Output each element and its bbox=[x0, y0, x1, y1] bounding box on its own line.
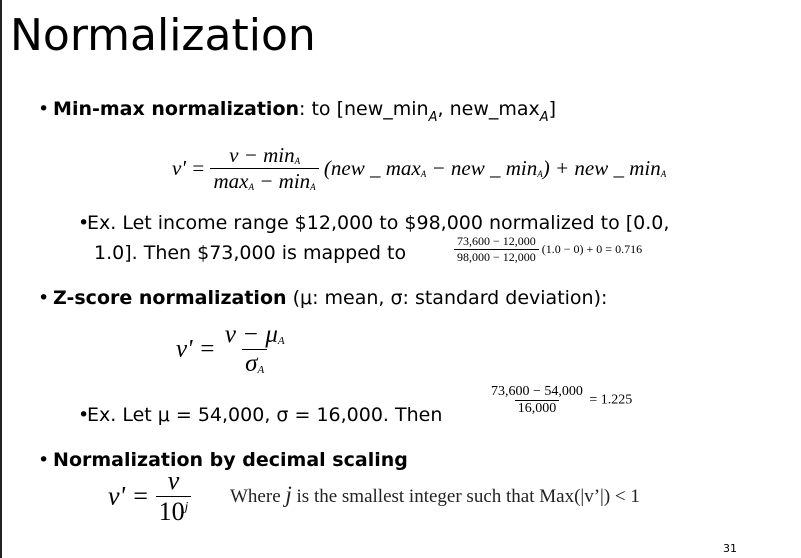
zscore-formula-numerator bbox=[222, 321, 288, 349]
minmax-formula-fraction bbox=[210, 143, 318, 194]
minmax-sub-a1: A bbox=[428, 110, 438, 125]
minmax-sub-a2: A bbox=[539, 110, 549, 125]
decimal-formula bbox=[108, 466, 191, 527]
minmax-example-formula bbox=[454, 234, 642, 265]
bullet-dot: • bbox=[38, 287, 50, 309]
formula-sub-a: A bbox=[310, 182, 316, 192]
formula-v: v bbox=[229, 143, 239, 167]
bullet-dot: • bbox=[78, 212, 90, 234]
zscore-label: Z-score normalization bbox=[53, 287, 287, 309]
formula-max: max bbox=[213, 169, 249, 193]
zscore-formula bbox=[176, 321, 288, 378]
zscore-formula-lhs: v' = bbox=[176, 335, 216, 363]
bullet-dot: • bbox=[38, 449, 50, 471]
formula-sub-a: A bbox=[537, 169, 543, 179]
decimal-where-prefix: Where bbox=[230, 486, 286, 507]
formula-minus: − bbox=[259, 169, 274, 193]
bullet-dot: • bbox=[38, 98, 50, 120]
formula-new-min: − new _ min bbox=[426, 156, 538, 180]
page-number: 31 bbox=[723, 542, 737, 555]
formula-sub-a: A bbox=[248, 182, 254, 192]
zscore-formula-fraction bbox=[222, 321, 288, 378]
formula-v: v bbox=[224, 321, 236, 348]
formula-min: min bbox=[263, 143, 295, 167]
formula-sub-a: A bbox=[660, 169, 667, 179]
minmax-example-text-1: Ex. Let income range $12,000 to $98,000 normalized to [0.0, bbox=[87, 212, 670, 234]
formula-sub-a: A bbox=[277, 335, 285, 347]
formula-plus-new-min: ) + new _ min bbox=[542, 156, 661, 180]
decimal-formula-fraction bbox=[156, 466, 192, 527]
formula-sub-a: A bbox=[420, 169, 427, 179]
formula-minus: − bbox=[235, 321, 266, 348]
decimal-formula-denominator bbox=[156, 496, 192, 527]
decimal-where-suffix: is the smallest integer such that Max(|v’|) < 1 bbox=[291, 486, 640, 507]
formula-exponent-j: j bbox=[184, 498, 189, 514]
decimal-formula-numerator: v bbox=[167, 466, 180, 495]
decimal-formula-lhs: v' = bbox=[108, 481, 150, 511]
bullet-zscore bbox=[38, 287, 607, 309]
formula-mu: μ bbox=[265, 321, 278, 348]
minmax-range-text-2: , new_max bbox=[437, 98, 540, 120]
minmax-example-denominator: 98,000 − 12,000 bbox=[454, 249, 539, 265]
minmax-example-numerator: 73,600 − 12,000 bbox=[457, 234, 536, 248]
minmax-example-line1 bbox=[78, 208, 778, 238]
zscore-example-result: = 1.225 bbox=[589, 392, 633, 408]
minmax-formula bbox=[172, 143, 666, 194]
zscore-formula-denominator bbox=[242, 349, 267, 378]
formula-new-max: (new _ max bbox=[323, 156, 421, 180]
minmax-formula-lhs: v' = bbox=[172, 156, 206, 180]
minmax-example-fraction bbox=[454, 234, 539, 265]
minmax-label: Min-max normalization bbox=[53, 98, 300, 120]
bullet-dot: • bbox=[78, 404, 90, 426]
zscore-example bbox=[78, 400, 442, 430]
slide-left-border bbox=[0, 0, 2, 558]
decimal-label: Normalization by decimal scaling bbox=[53, 449, 408, 471]
formula-min: min bbox=[278, 169, 311, 193]
zscore-example-denominator: 16,000 bbox=[515, 400, 560, 417]
decimal-where-text bbox=[230, 482, 640, 508]
minmax-range-text-3: ] bbox=[548, 98, 557, 120]
minmax-formula-numerator bbox=[226, 143, 303, 168]
minmax-example-text-2: 1.0]. Then $73,000 is mapped to bbox=[94, 242, 407, 264]
zscore-example-formula bbox=[488, 384, 632, 417]
zscore-example-fraction bbox=[488, 384, 586, 417]
minmax-formula-denominator bbox=[210, 168, 318, 194]
bullet-decimal bbox=[38, 449, 408, 471]
formula-sub-a: A bbox=[294, 156, 301, 166]
slide-title: Normalization bbox=[10, 10, 316, 61]
formula-ten: 10 bbox=[158, 497, 185, 526]
formula-sigma: σ bbox=[245, 350, 258, 377]
minmax-formula-rest bbox=[324, 156, 666, 180]
formula-sub-a: A bbox=[257, 364, 265, 376]
minmax-example-result: (1.0 − 0) + 0 = 0.716 bbox=[541, 242, 643, 256]
minmax-example bbox=[78, 208, 778, 268]
zscore-example-text: Ex. Let μ = 54,000, σ = 16,000. Then bbox=[87, 404, 443, 426]
decimal-where-j: j bbox=[285, 482, 292, 507]
zscore-example-numerator: 73,600 − 54,000 bbox=[491, 384, 583, 399]
minmax-example-line2 bbox=[78, 238, 778, 268]
formula-minus: − bbox=[243, 143, 258, 167]
bullet-minmax bbox=[38, 98, 556, 129]
zscore-description: (μ: mean, σ: standard deviation): bbox=[286, 287, 608, 309]
minmax-range-text-1: : to [new_min bbox=[299, 98, 429, 120]
